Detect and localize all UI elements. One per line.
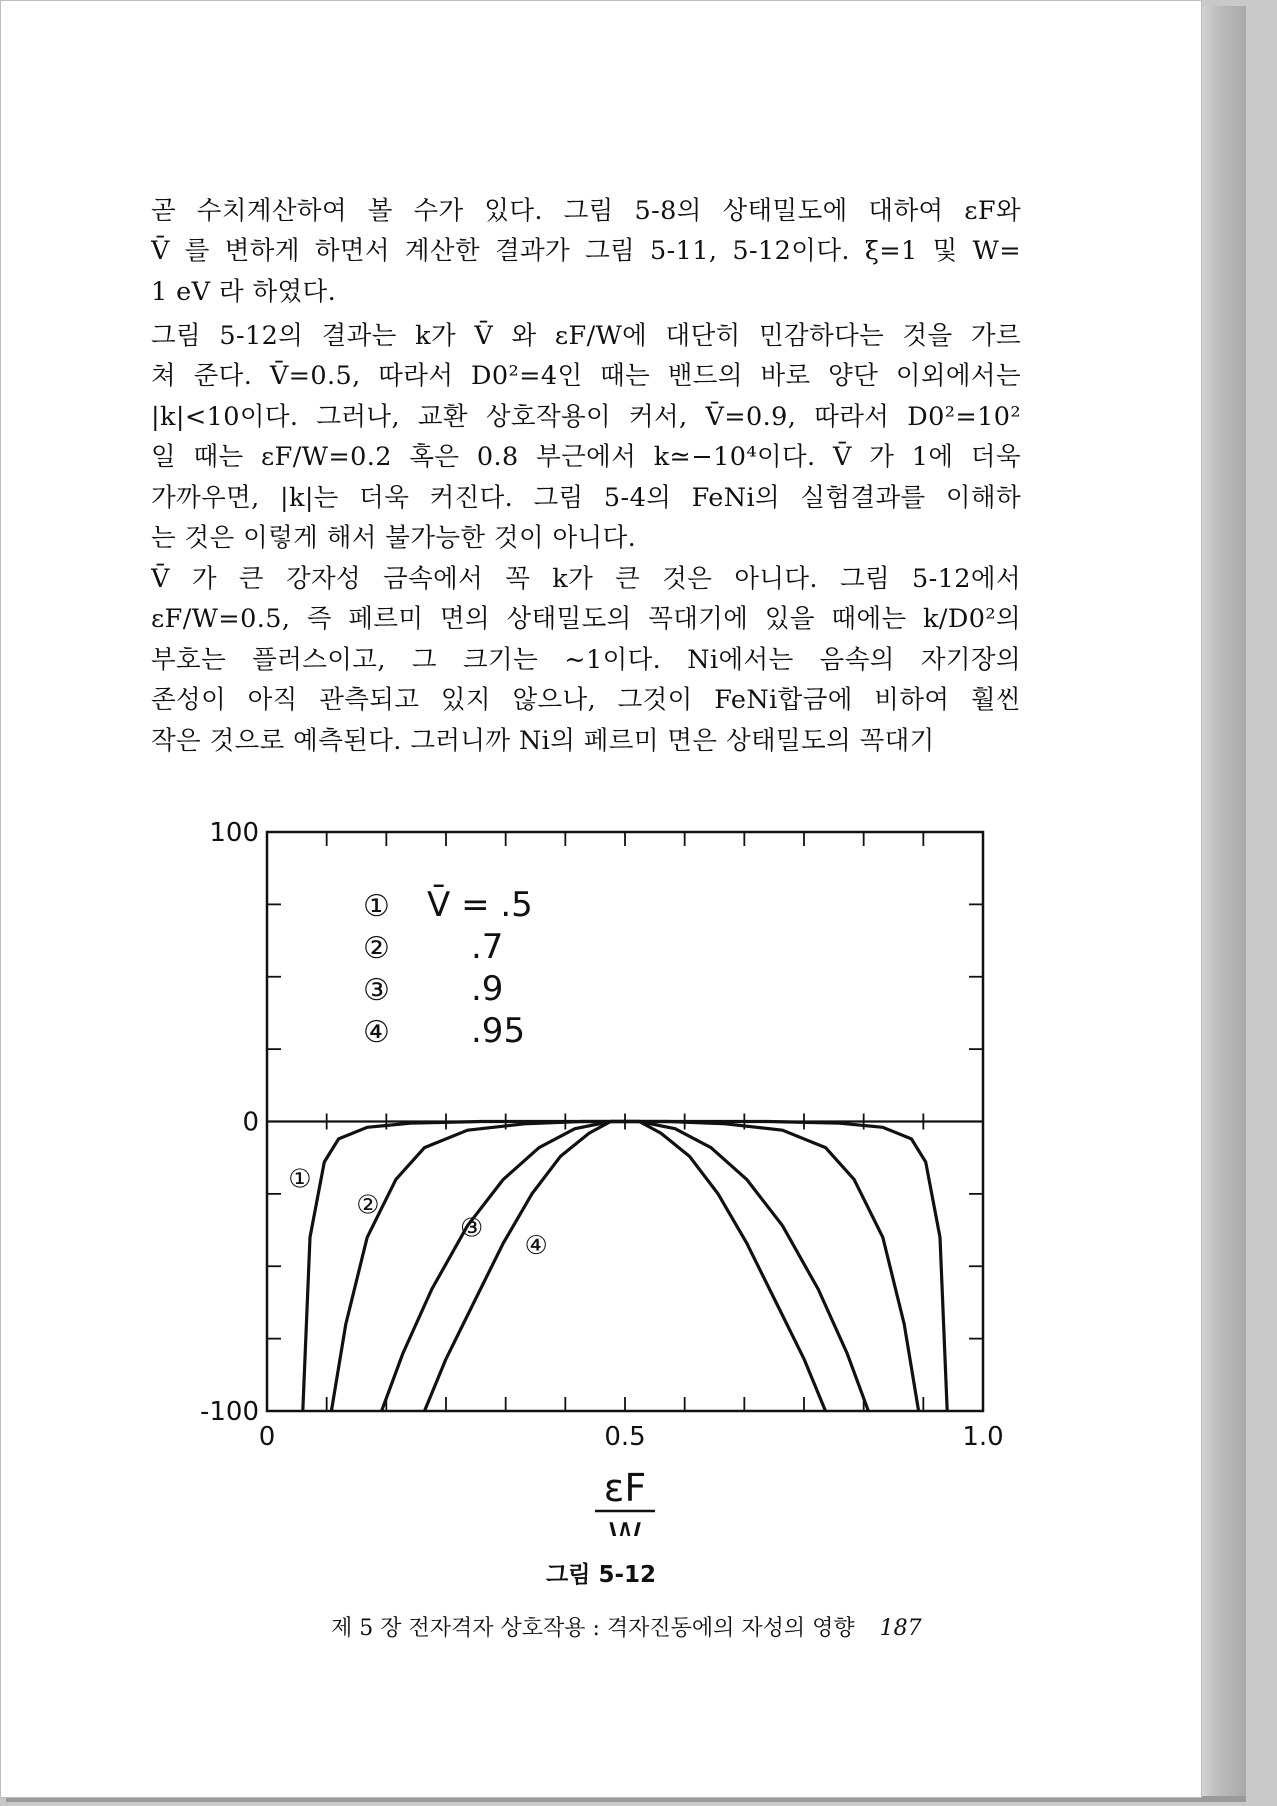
text-line: 는 것은 이렇게 해서 불가능한 것이 아니다. [151,522,637,553]
y-tick-label: 0 [242,1107,259,1138]
text-line: 존성이 아직 관측되고 있지 않으나, 그것이 FeNi합금에 비하여 훨씬 [151,685,1021,716]
x-tick-label: 0.5 [604,1422,646,1452]
text-line: |k|<10이다. 그러나, 교환 상호작용이 커서, V̄=0.9, 따라서 D0²=10² [151,401,1021,432]
curve-marker-2: ② [356,1190,380,1221]
x-axis-label-numerator: εF [603,1466,647,1510]
page-footer [331,1611,922,1642]
text-line: 쳐 준다. V̄=0.5, 따라서 D0²=4인 때는 밴드의 바로 양단 이외에서는 [151,361,1021,392]
curve-marker-3: ③ [460,1213,484,1244]
text-line: 가까우면, |k|는 더욱 커진다. 그림 5-4의 FeNi의 실험결과를 이해하 [151,482,1021,513]
text-line: 곧 수치계산하여 볼 수가 있다. 그림 5-8의 상태밀도에 대하여 εF와 [151,196,1021,226]
series-curve-3 [382,1122,869,1412]
legend-marker: ② [363,931,390,966]
text-line: 그림 5-12의 결과는 k가 V̄ 와 εF/W에 대단히 민감하다는 것을 가르 [151,321,1021,351]
curve-marker-4: ④ [524,1230,548,1261]
book-spine [1200,6,1246,1796]
series-curve-2 [331,1122,918,1412]
figure-caption: 그림 5-12 [546,1562,656,1588]
x-tick-label: 1.0 [962,1422,1004,1452]
text-line: εF/W=0.5, 즉 페르미 면의 상태밀도의 꼭대기에 있을 때에는 k/D0²의 [151,604,1021,635]
figure-5-12 [171,816,1031,1536]
legend-marker: ① [363,889,390,924]
curve-marker-1: ① [288,1164,312,1195]
text-line: 작은 것으로 예측된다. 그러니까 Ni의 페르미 면은 상태밀도의 꼭대기 [151,725,935,756]
legend-label: .95 [471,1011,526,1051]
series-curve-1 [303,1122,947,1412]
footer-chapter-title: 제 5 장 전자격자 상호작용 : 격자진동에의 자성의 영향 [331,1616,855,1641]
legend-label: .7 [471,927,504,967]
legend-label: .9 [471,969,504,1009]
paragraph-2 [151,316,1021,558]
text-line: V̄ 를 변하게 하면서 계산한 결과가 그림 5-11, 5-12이다. ξ=1 및 W= [151,236,1021,267]
text-line: 일 때는 εF/W=0.2 혹은 0.8 부근에서 k≃−10⁴이다. V̄ 가 1에 더욱 [151,442,1021,473]
legend-label: V̄ = .5 [427,885,533,925]
paragraph-1 [151,191,1021,312]
y-tick-label: 100 [209,818,259,848]
text-line: V̄ 가 큰 강자성 금속에서 꼭 k가 큰 것은 아니다. 그림 5-12에서 [151,564,1021,594]
page-number: 187 [879,1616,922,1641]
text-line: 부호는 플러스이고, 그 크기는 ∼1이다. Ni에서는 음속의 자기장의 [151,644,1021,675]
y-tick-label: -100 [199,1397,259,1427]
legend-marker: ③ [363,973,390,1008]
legend-marker: ④ [363,1015,390,1050]
line-chart [171,816,1031,1536]
x-axis-label-denominator: W [608,1516,642,1536]
paragraph-3 [151,559,1021,761]
text-line: 1 eV 라 하였다. [151,276,337,307]
x-tick-label: 0 [258,1422,276,1452]
series-curve-4 [425,1122,826,1412]
